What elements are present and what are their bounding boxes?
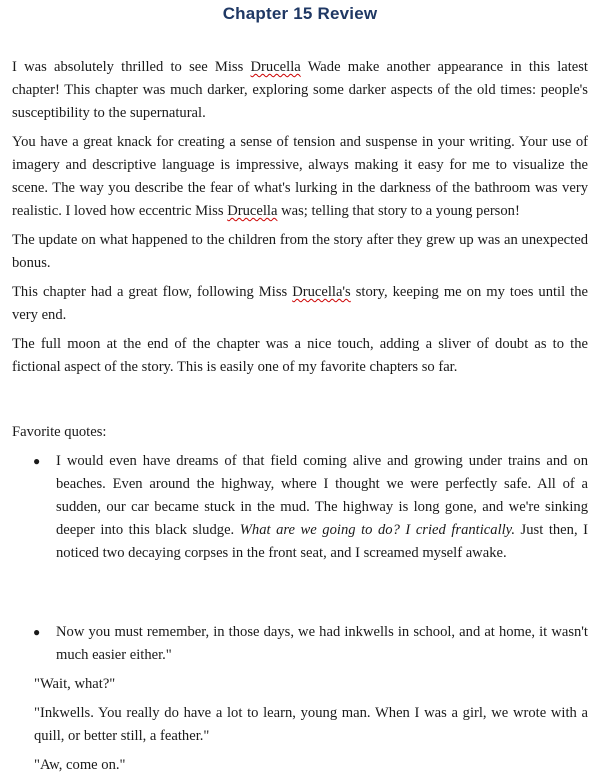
text-run: This chapter had a great flow, following Miss bbox=[12, 284, 293, 300]
quote-1-text bbox=[56, 450, 588, 565]
quotes-list bbox=[12, 450, 588, 667]
dialogue-line-2: "Inkwells. You really do have a lot to learn, young man. When I was a girl, we wrote with a quill, or better still, a feather." bbox=[34, 705, 588, 744]
bullet-icon: ● bbox=[33, 625, 41, 639]
text-run: Wade make another appearance in this latest chapter! This chapter was much darker, exploring some darker aspects of the old times: people's susceptibility to the supernatural. bbox=[12, 59, 588, 121]
review-paragraph-4 bbox=[12, 281, 588, 327]
misspelled-word: Drucella bbox=[250, 59, 301, 75]
text-run: story, keeping me on my toes until the very end. bbox=[12, 284, 588, 323]
review-paragraph-3: The update on what happened to the children from the story after they grew up was an unexpected bonus. bbox=[12, 232, 588, 271]
list-item bbox=[12, 450, 588, 565]
review-paragraph-2 bbox=[12, 131, 588, 223]
list-item bbox=[12, 621, 588, 667]
dialogue-line-1: "Wait, what?" bbox=[34, 676, 116, 692]
text-run: Just then, I noticed two decaying corpses in the front seat, and I screamed myself awake. bbox=[56, 522, 588, 561]
review-paragraph-1 bbox=[12, 56, 588, 125]
text-run: was; telling that story to a young person! bbox=[277, 203, 520, 219]
review-paragraph-5: The full moon at the end of the chapter was a nice touch, adding a sliver of doubt as to the fictional aspect of the story. This is easily one of my favorite chapters so far. bbox=[12, 336, 588, 375]
misspelled-word: Drucella's bbox=[292, 284, 351, 300]
text-run: I would even have dreams of that field coming alive and growing under trains and on beaches. Even around the highway, where I thought we were perfectly safe. All of a sudden, our car became stuck in the mud. The highway is long gone, and we're sinking deeper into this black sludge. bbox=[56, 453, 588, 538]
misspelled-word: Drucella bbox=[227, 203, 278, 219]
italic-text: What are we going to do? I cried frantically. bbox=[239, 522, 516, 538]
quote-2-text: Now you must remember, in those days, we had inkwells in school, and at home, it wasn't much easier either." bbox=[56, 624, 588, 663]
text-run: I was absolutely thrilled to see Miss bbox=[12, 59, 251, 75]
favorite-quotes-label: Favorite quotes: bbox=[12, 424, 107, 440]
dialogue-line-3: "Aw, come on." bbox=[34, 757, 126, 773]
bullet-icon: ● bbox=[33, 454, 41, 468]
text-run: You have a great knack for creating a sense of tension and suspense in your writing. Your use of imagery and descriptive language is impressive, always making it easy for me to visualize the scene. The way you describe the fear of what's lurking in the darkness of the bathroom was very realistic. I loved how eccentric Miss bbox=[12, 134, 588, 219]
page-title: Chapter 15 Review bbox=[222, 4, 378, 23]
